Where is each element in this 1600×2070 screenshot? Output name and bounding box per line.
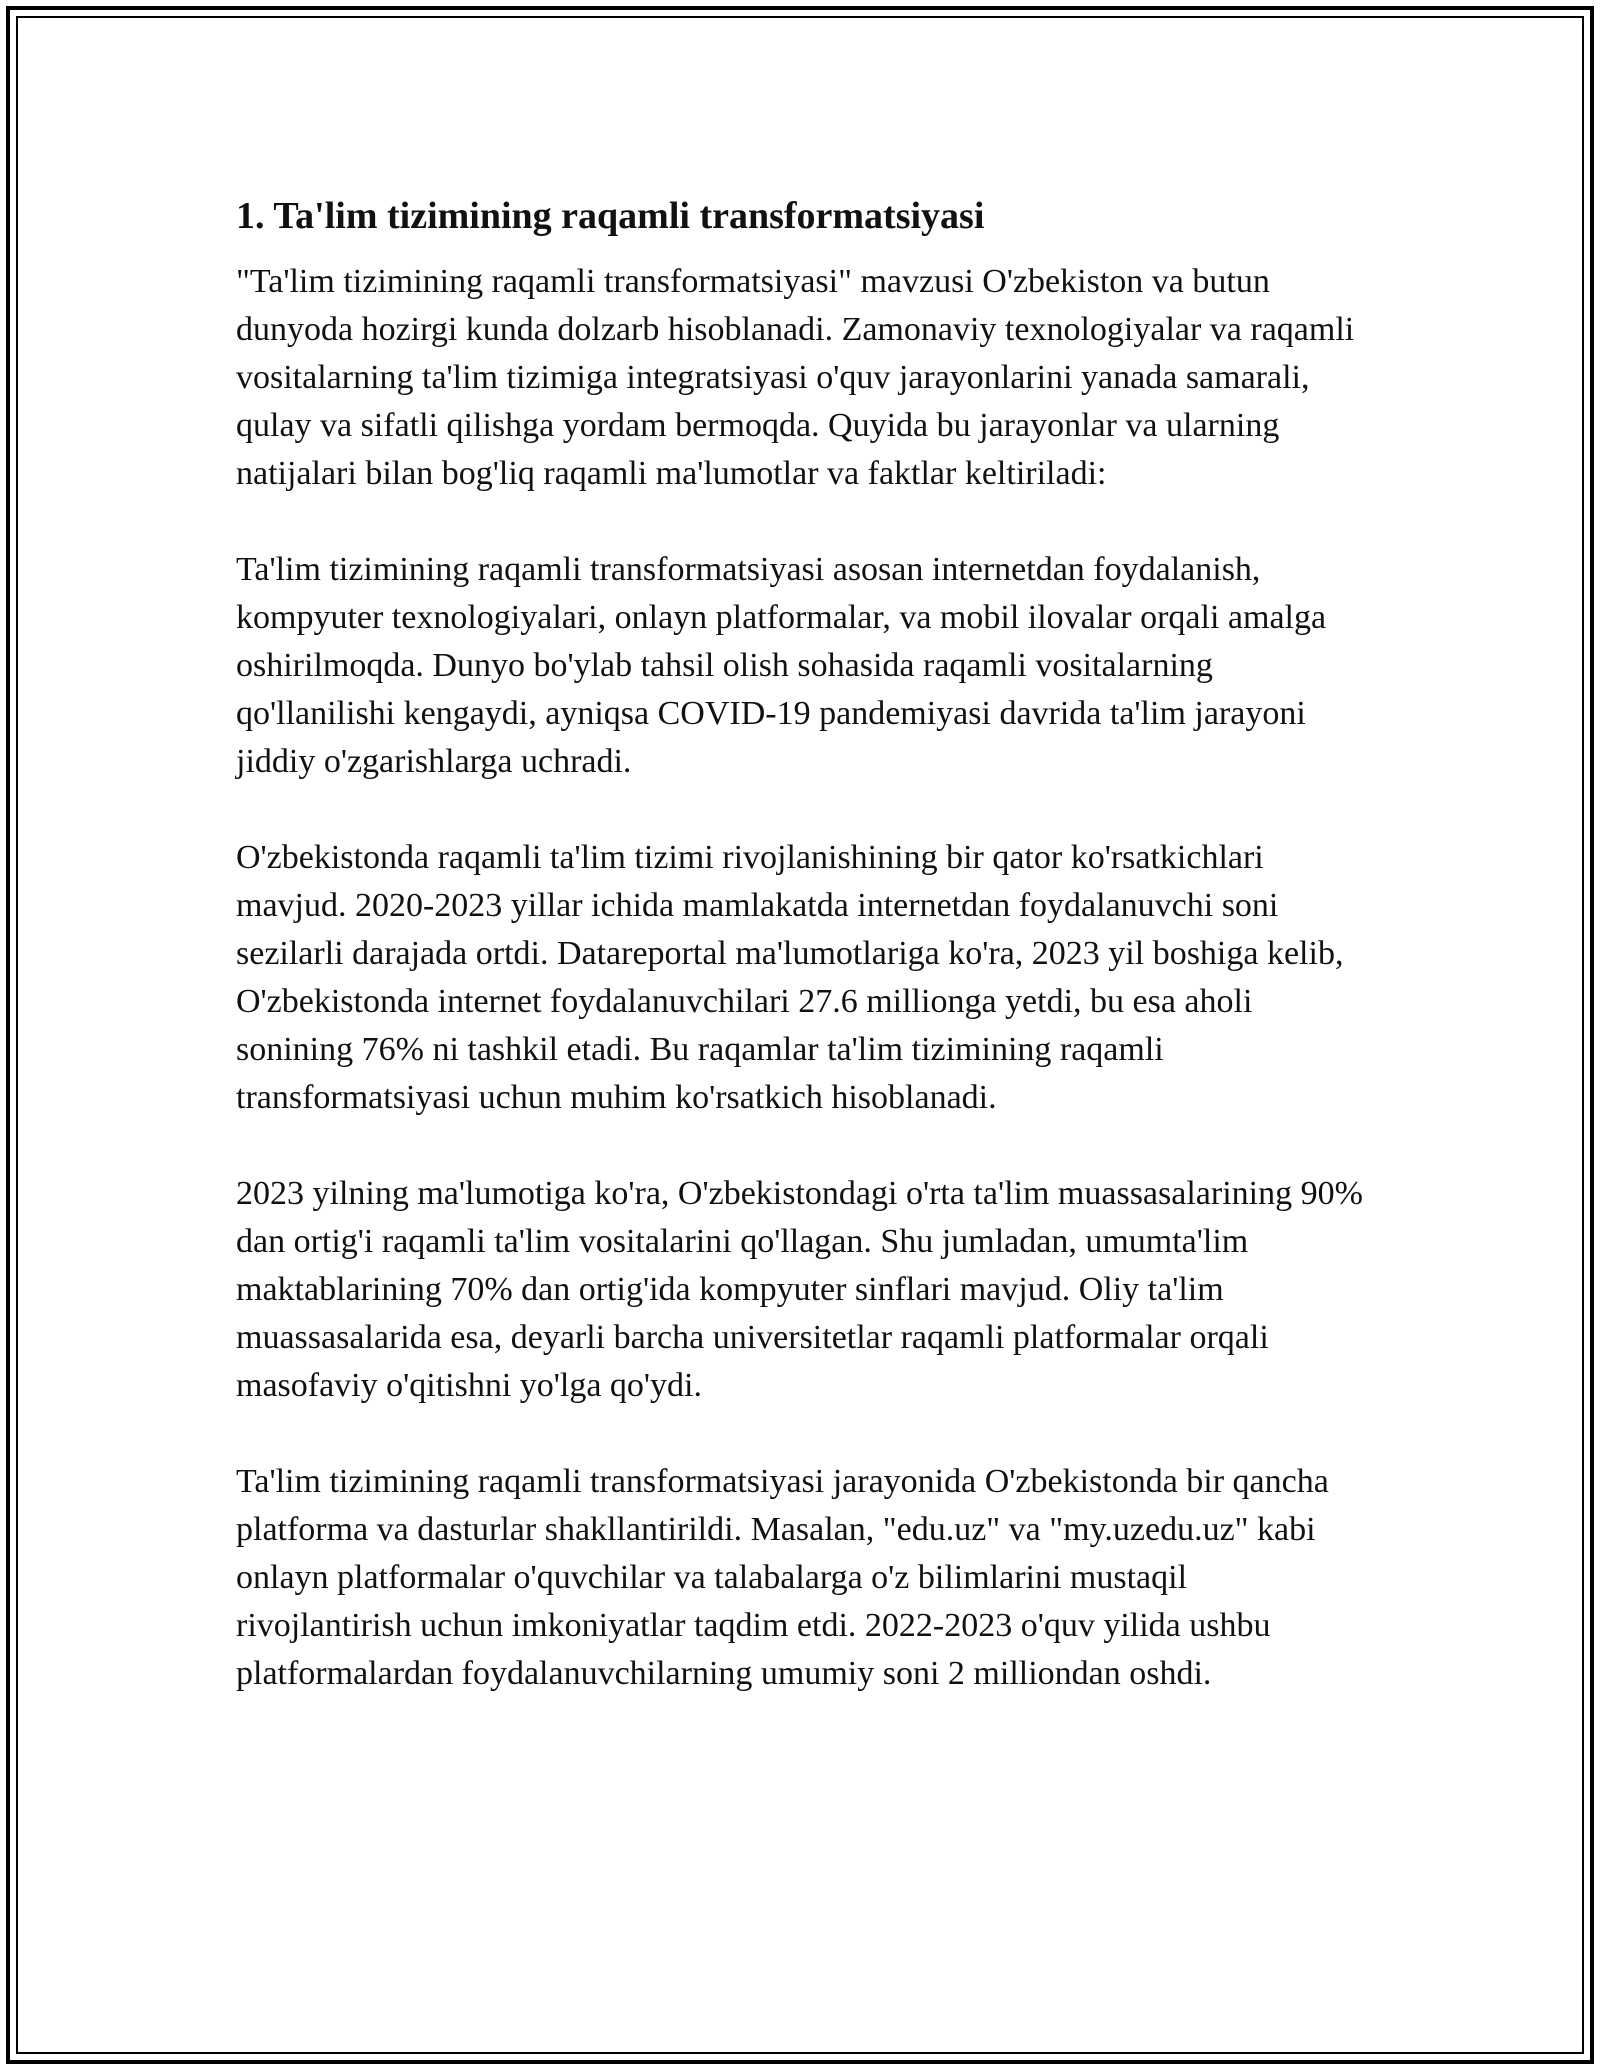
section-title: 1. Ta'lim tizimining raqamli transformatsiyasi bbox=[236, 195, 985, 237]
paragraph-transformation: Ta'lim tizimining raqamli transformatsiyasi asosan internetdan foydalanish, kompyuter texnologiyalari, onlayn platformalar, va mobil ilovalar orqali amalga oshirilmoqda. Dunyo bo'ylab tahsil olish sohasida raqamli vositalarning qo'llanilishi kengaydi, ayniqsa COVID-19 pandemiyasi davrida ta'lim jarayoni jiddiy o'zgarishlarga uchradi. bbox=[236, 551, 1327, 780]
paragraph-2023-statistics: 2023 yilning ma'lumotiga ko'ra, O'zbekistondagi o'rta ta'lim muassasalarining 90% dan ortig'i raqamli ta'lim vositalarini qo'llagan. Shu jumladan, umumta'lim maktablarining 70% dan ortig'ida kompyuter sinflari mavjud. Oliy ta'lim muassasalarida esa, deyarli barcha universitetlar raqamli platformalar orqali masofaviy o'qitishni yo'lga qo'ydi. bbox=[236, 1175, 1363, 1404]
paragraph-uzbekistan-indicators: O'zbekistonda raqamli ta'lim tizimi rivojlanishining bir qator ko'rsatkichlari mavjud. 2020-2023 yillar ichida mamlakatda internetdan foydalanuvchi soni sezilarli darajada ortdi. Datareportal ma'lumotlariga ko'ra, 2023 yil boshiga kelib, O'zbekistonda internet foydalanuvchilari 27.6 millionga yetdi, bu esa aholi sonining 76% ni tashkil etadi. Bu raqamlar ta'lim tizimining raqamli transformatsiyasi uchun muhim ko'rsatkich hisoblanadi. bbox=[236, 839, 1344, 1116]
document-body bbox=[236, 186, 1366, 1746]
paragraph-intro: "Ta'lim tizimining raqamli transformatsiyasi" mavzusi O'zbekiston va butun dunyoda hozirgi kunda dolzarb hisoblanadi. Zamonaviy texnologiyalar va raqamli vositalarning ta'lim tizimiga integratsiyasi o'quv jarayonlarini yanada samarali, qulay va sifatli qilishga yordam bermoqda. Quyida bu jarayonlar va ularning natijalari bilan bog'liq raqamli ma'lumotlar va faktlar keltiriladi: bbox=[236, 263, 1355, 492]
paragraph-platforms: Ta'lim tizimining raqamli transformatsiyasi jarayonida O'zbekistonda bir qancha platforma va dasturlar shakllantirildi. Masalan, "edu.uz" va "my.uzedu.uz" kabi onlayn platformalar o'quvchilar va talabalarga o'z bilimlarini mustaqil rivojlantirish uchun imkoniyatlar taqdim etdi. 2022-2023 o'quv yilida ushbu platformalardan foydalanuvchilarning umumiy soni 2 milliondan oshdi. bbox=[236, 1463, 1329, 1692]
